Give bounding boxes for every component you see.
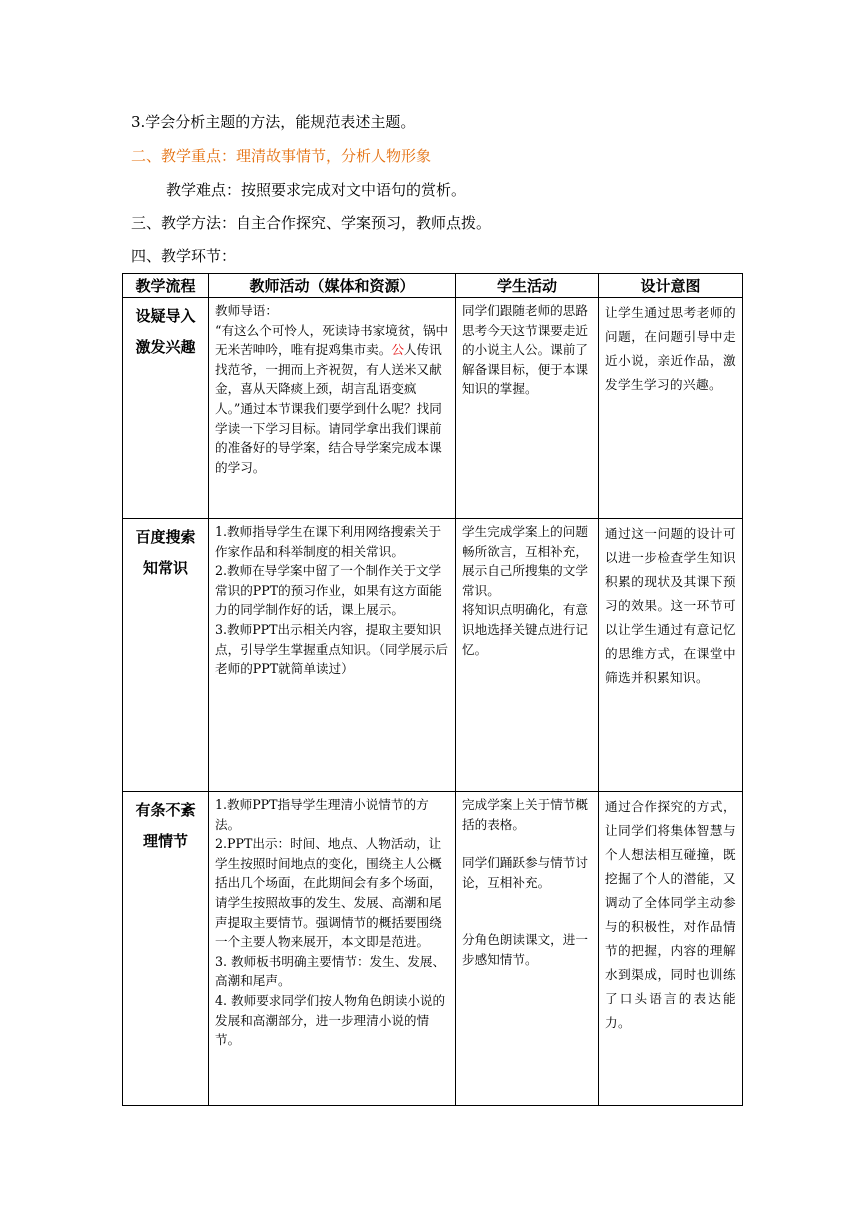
design-intent-cell: 让学生通过思考老师的问题，在问题引导中走近小说，亲近作品，激发学生学习的兴趣。 [599, 298, 743, 519]
student-activity-cell: 完成学案上关于情节概括的表格。 同学们踊跃参与情节讨论，互相补充。 分角色朗读课文，进一步感知情节。 [456, 792, 599, 1106]
method-heading: 三、教学方法：自主合作探究、学案预习，教师点拨。 [131, 214, 492, 232]
table-header-row [123, 274, 743, 298]
difficulty-line: 教学难点：按照要求完成对文中语句的赏析。 [166, 181, 467, 199]
header-intent: 设计意图 [599, 274, 743, 298]
stage-cell: 有条不紊理情节 [123, 792, 209, 1106]
teacher-activity-cell: 教师导语： “有这么个可怜人，死读诗书家境贫，锅中无米苦呻吟，唯有捉鸡集市卖。公人传讯找范爷，一拥而上齐祝贺，有人送米又献金，喜从天降痰上颈，胡言乱语变疯人。”通过本节课我们要学到什么呢？找同学读一下学习目标。请同学拿出我们课前的准备好的导学案，结合导学案完成本课的学习。 [209, 298, 456, 519]
table-row [123, 792, 743, 1106]
student-activity-cell: 学生完成学案上的问题 畅所欲言，互相补充，展示自己所搜集的文学常识。 将知识点明确化，有意识地选择关键点进行记忆。 [456, 519, 599, 792]
teacher-activity-cell: 1.教师指导学生在课下利用网络搜索关于作家作品和科举制度的相关常识。 2.教师在导学案中留了一个制作关于文学常识的PPT的预习作业，如果有这方面能力的同学制作好的话，课上展示。 3.教师PPT出示相关内容，提取主要知识点，引导学生掌握重点知识。（同学展示后老师的PPT就简单读过） [209, 519, 456, 792]
highlight-char: 公 [391, 342, 404, 358]
lesson-plan-table [122, 273, 743, 1106]
table-row [123, 298, 743, 519]
header-stage: 教学流程 [123, 274, 209, 298]
student-activity-cell: 同学们跟随老师的思路思考今天这节课要走近的小说主人公。课前了解备课目标，便于本课知识的掌握。 [456, 298, 599, 519]
design-intent-cell: 通过这一问题的设计可以进一步检查学生知识积累的现状及其课下预习的效果。这一环节可以让学生通过有意记忆的思维方式，在课堂中筛选并积累知识。 [599, 519, 743, 792]
header-student: 学生活动 [456, 274, 599, 298]
steps-heading: 四、教学环节： [131, 247, 237, 265]
table-row [123, 519, 743, 792]
stage-cell: 设疑导入激发兴趣 [123, 298, 209, 519]
design-intent-cell: 通过合作探究的方式，让同学们将集体智慧与个人想法相互碰撞，既挖掘了个人的潜能，又调动了全体同学主动参与的积极性，对作品情节的把握，内容的理解水到渠成，同时也训练了口头语言的表达能力。 [599, 792, 743, 1106]
objective-line: 3.学会分析主题的方法，能规范表述主题。 [131, 113, 416, 131]
stage-cell: 百度搜索知常识 [123, 519, 209, 792]
teacher-activity-cell: 1.教师PPT指导学生理清小说情节的方法。 2.PPT出示：时间、地点、人物活动，让学生按照时间地点的变化，围绕主人公概括出几个场面，在此期间会有多个场面，请学生按照故事的发生、发展、高潮和尾声提取主要情节。强调情节的概括要围绕一个主要人物来展开，本文即是范进。 3. 教师板书明确主要情节：发生、发展、高潮和尾声。 4. 教师要求同学们按人物角色朗读小说的发展和高潮部分，进一步理清小说的情节。 [209, 792, 456, 1106]
header-teacher: 教师活动（媒体和资源） [209, 274, 456, 298]
key-point-heading: 二、教学重点：理清故事情节，分析人物形象 [131, 147, 432, 165]
